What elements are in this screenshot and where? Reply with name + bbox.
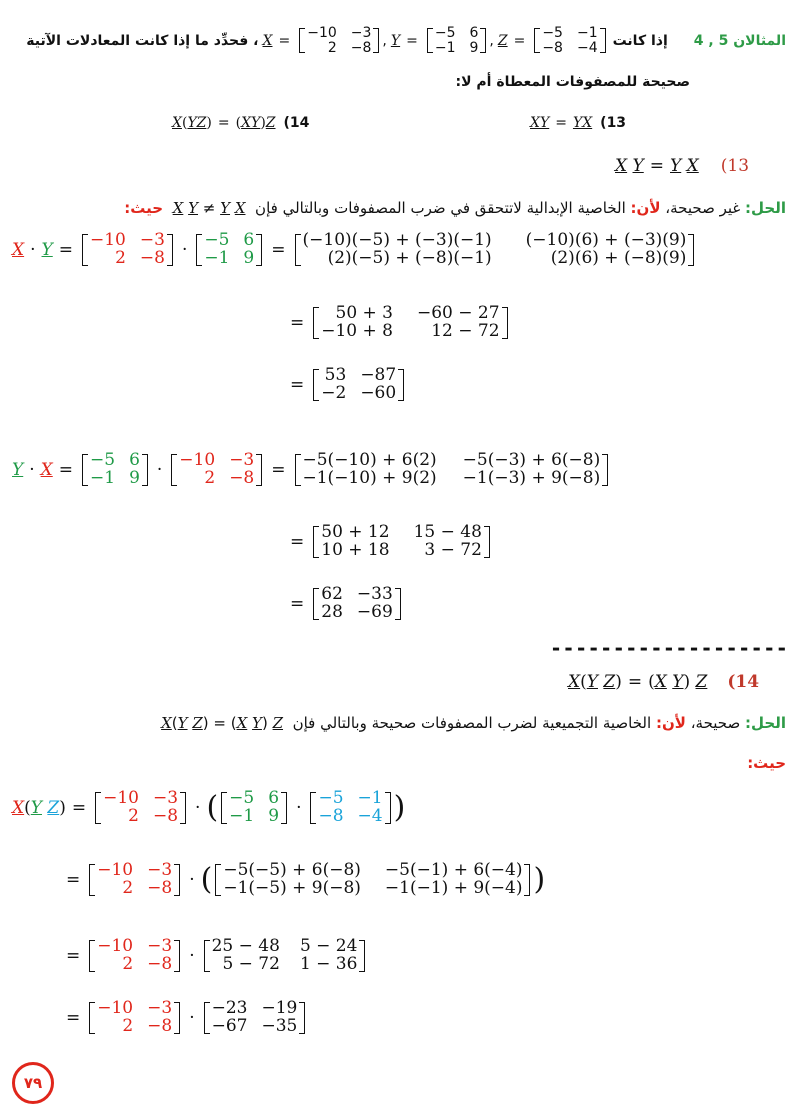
- intro-text: إذا كانت: [612, 32, 668, 49]
- xy-result-eq: = 53 −87 −2 −60: [284, 367, 407, 403]
- page-number: ٧٩: [23, 1074, 43, 1092]
- p14-statement: X ( Y Z ) = ( X Y ) Z (14: [568, 672, 760, 692]
- p13-because: لأن:: [630, 199, 661, 217]
- xy-expand-eq: X · Y = −10 −3 2 −8 · −5 6 −1 9 = (−10)(−5) + (−3)(−1) (−10)(6) + (−3)(9) (2)(−5) + (−8)(−1) (2)(6) + (−8)(9): [12, 232, 697, 268]
- example-header: [26, 26, 786, 55]
- xyz1-matrix-z: −5 −1 −8 −4: [309, 790, 391, 826]
- p13-statement: X Y = Y X (13: [615, 156, 750, 176]
- item-13-header: XY = YX (13: [530, 115, 627, 131]
- matrix-z: −5 −1 −8 −4: [533, 26, 606, 55]
- xyz2-matrix-x: −10 −3 2 −8: [88, 862, 181, 898]
- example-label: المثالان 5 , 4: [693, 32, 786, 49]
- xyz3-step-matrix: 25 − 48 5 − 24 5 − 72 1 − 36: [203, 938, 367, 974]
- p14-number: (14: [727, 672, 760, 692]
- p13-reason: الخاصية الإبدالية لاتتحقق في ضرب المصفوفات وبالتالي فإن: [255, 199, 626, 217]
- p14-identity: X(Y Z) = (X Y) Z: [161, 714, 284, 732]
- p14-where: حيث:: [747, 754, 786, 772]
- xy-step-eq: = 50 + 3 −60 − 27 −10 + 8 12 − 72: [284, 305, 511, 341]
- yx-matrix-x: −10 −3 2 −8: [170, 452, 263, 488]
- xy-matrix-x: −10 −3 2 −8: [81, 232, 174, 268]
- xyz2-expand-matrix: −5(−5) + 6(−8) −5(−1) + 6(−4) −1(−5) + 9(−8) −1(−1) + 9(−4): [214, 862, 531, 898]
- yx-result-eq: = 62 −33 28 −69: [284, 586, 404, 622]
- xyz-eq-1: X ( Y Z ) = −10 −3 2 −8 · ( −5 6 −1 9 · −5 −1 −8 −4 ): [12, 788, 406, 826]
- yx-step-eq: = 50 + 12 15 − 48 10 + 18 3 − 72: [284, 524, 493, 560]
- matrix-x: −10 −3 2 −8: [298, 26, 380, 55]
- yx-matrix-y: −5 6 −1 9: [81, 452, 149, 488]
- p13-inequality: X Y ≠ Y X: [172, 199, 246, 217]
- xyz1-matrix-x: −10 −3 2 −8: [94, 790, 187, 826]
- xyz-eq-4: = −10 −3 2 −8 · −23 −19 −67 −35: [60, 1000, 308, 1036]
- item-14-header: X ( YZ ) = ( XY ) Z (14: [172, 115, 310, 131]
- xy-step-matrix: 50 + 3 −60 − 27 −10 + 8 12 − 72: [312, 305, 508, 341]
- p14-true-text: صحيحة،: [690, 714, 741, 732]
- yx-step-matrix: 50 + 12 15 − 48 10 + 18 3 − 72: [312, 524, 491, 560]
- given-matrices: X = −10 −3 2 −8 , Y = −5 6 −1 9 , Z = −5 −1 −8 −4: [263, 26, 609, 55]
- xyz-eq-2: = −10 −3 2 −8 · ( −5(−5) + 6(−8) −5(−1) + 6(−4) −1(−5) + 9(−8) −1(−1) + 9(−4) ): [66, 860, 546, 898]
- p13-sol-label: الحل:: [745, 199, 786, 217]
- p13-solution-line: [124, 199, 786, 217]
- p14-reason: الخاصية التجميعية لضرب المصفوفات صحيحة وبالتالي فإن: [292, 714, 652, 732]
- xyz4-result-matrix: −23 −19 −67 −35: [203, 1000, 307, 1036]
- p14-because: لأن:: [655, 714, 686, 732]
- p14-solution-line: [161, 714, 786, 732]
- intro-line2: صحيحة للمصفوفات المعطاة أم لا:: [455, 74, 690, 90]
- xyz3-matrix-x: −10 −3 2 −8: [88, 938, 181, 974]
- yx-result-matrix: 62 −33 28 −69: [312, 586, 402, 622]
- yx-expand-matrix: −5(−10) + 6(2) −5(−3) + 6(−8) −1(−10) + 9(2) −1(−3) + 9(−8): [294, 452, 610, 488]
- page-number-badge: [12, 1062, 54, 1104]
- p13-false-text: غير صحيحة،: [665, 199, 741, 217]
- xy-expand-matrix: (−10)(−5) + (−3)(−1) (−10)(6) + (−3)(9) (2)(−5) + (−8)(−1) (2)(6) + (−8)(9): [294, 232, 696, 268]
- separator: -------------------: [550, 636, 789, 660]
- xy-matrix-y: −5 6 −1 9: [195, 232, 263, 268]
- xy-result-matrix: 53 −87 −2 −60: [312, 367, 405, 403]
- yx-expand-eq: Y · X = −5 6 −1 9 · −10 −3 2 −8 = −5(−10) + 6(2) −5(−3) + 6(−8) −1(−10) + 9(2) −1(−3) + 9(−8): [12, 452, 611, 488]
- ask-text: ، فحدِّد ما إذا كانت المعادلات الآتية: [26, 32, 259, 49]
- matrix-y: −5 6 −1 9: [426, 26, 488, 55]
- p14-sol-label: الحل:: [745, 714, 786, 732]
- p13-where: حيث:: [124, 199, 164, 217]
- xyz4-matrix-x: −10 −3 2 −8: [88, 1000, 181, 1036]
- xyz-eq-3: = −10 −3 2 −8 · 25 − 48 5 − 24 5 − 72 1 − 36: [60, 938, 368, 974]
- p13-number: (13: [720, 156, 750, 176]
- xyz1-matrix-y: −5 6 −1 9: [220, 790, 288, 826]
